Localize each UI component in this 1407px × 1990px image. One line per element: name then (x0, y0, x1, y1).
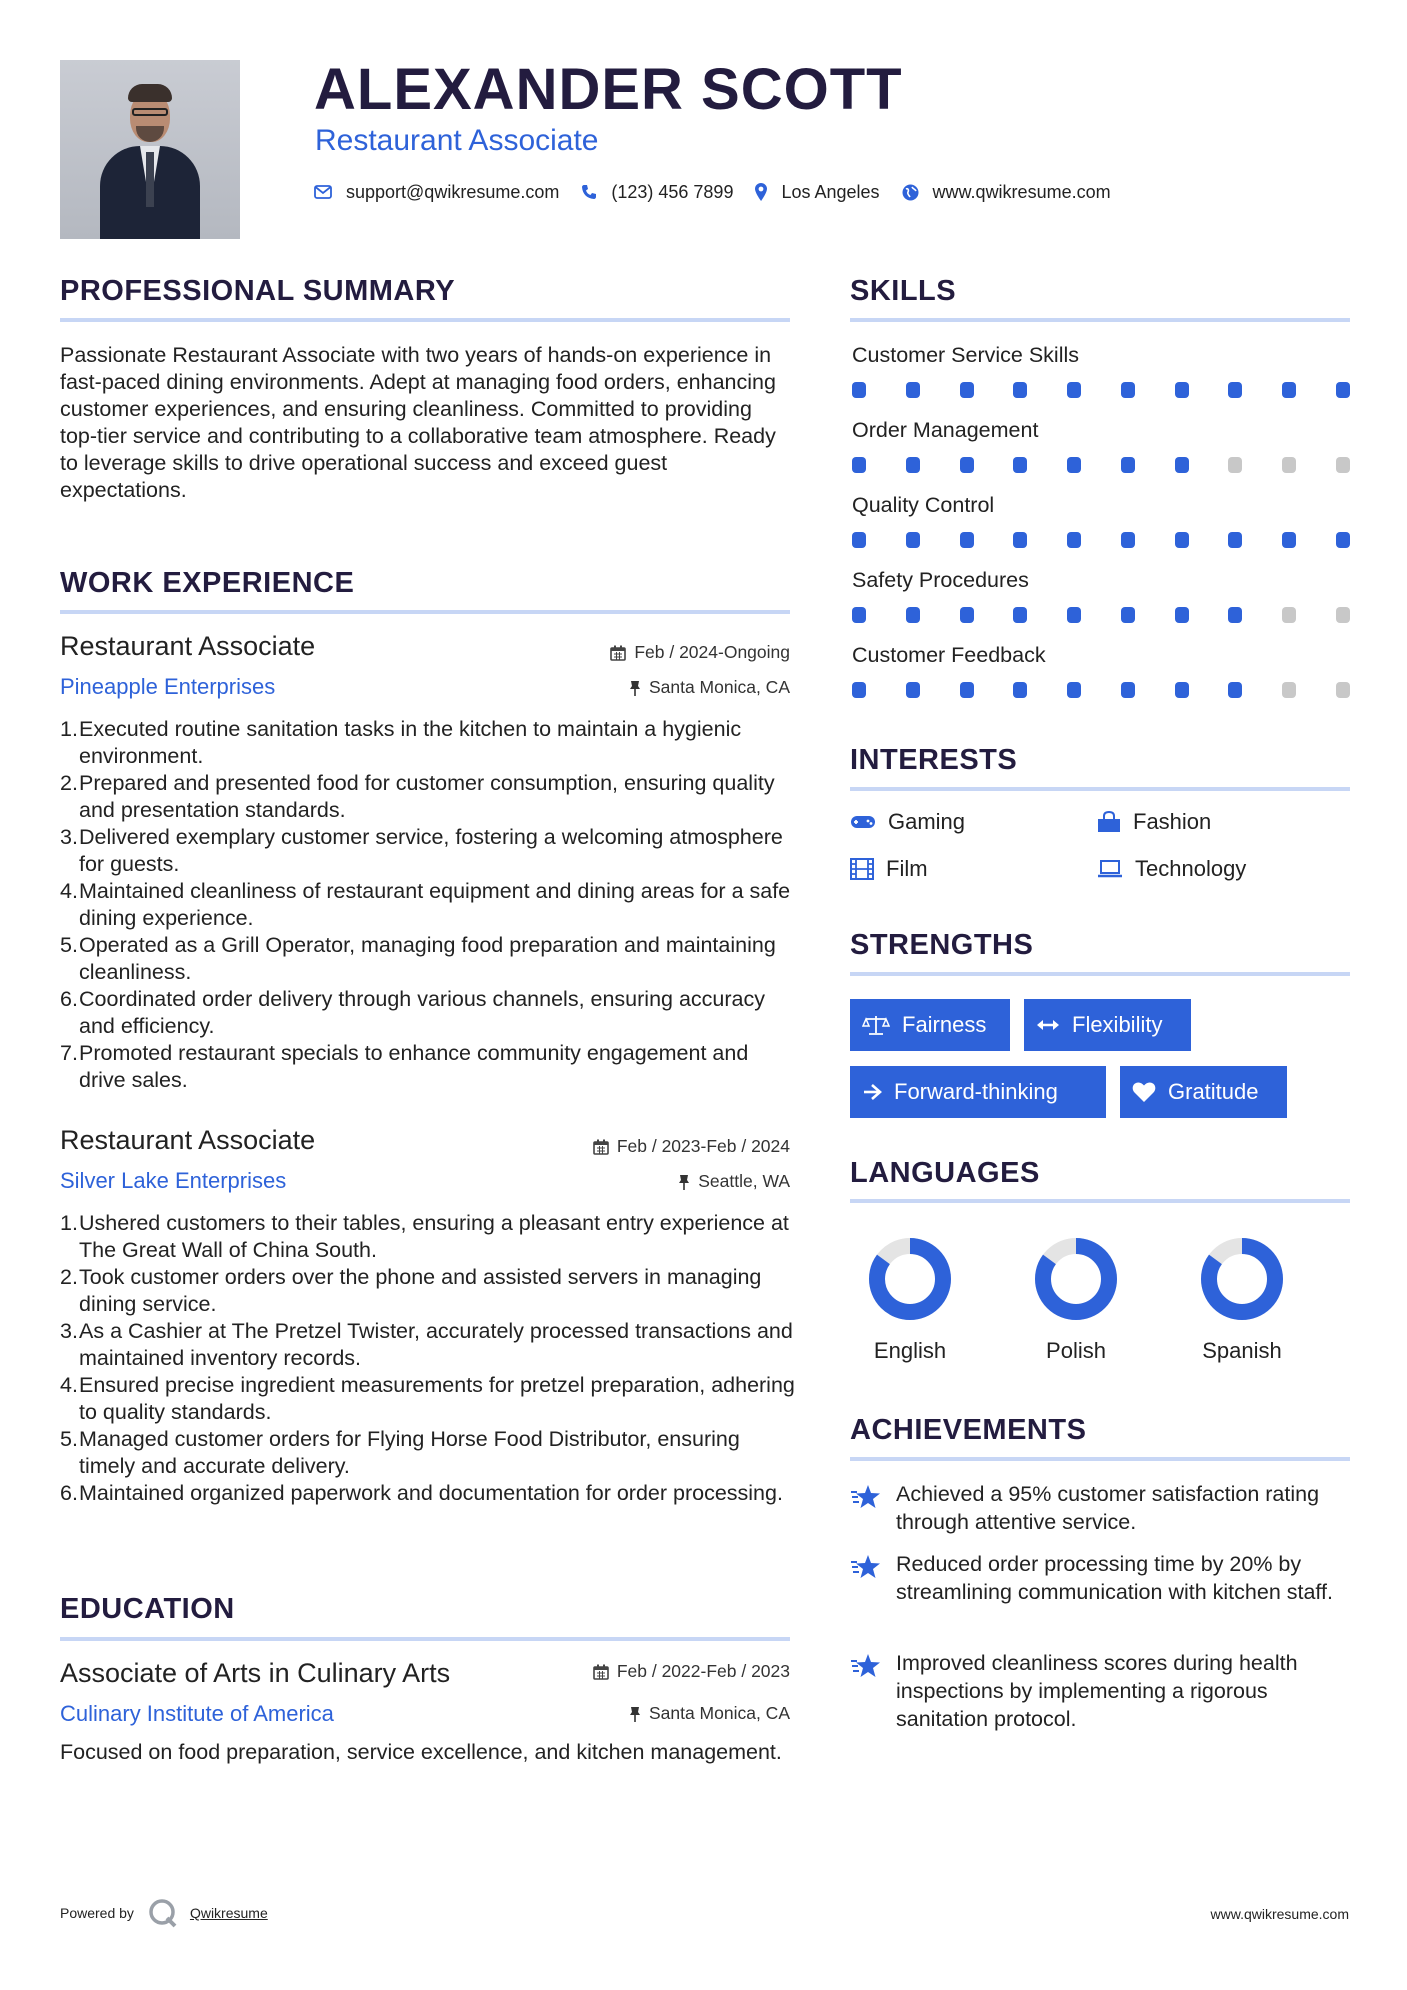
skill-dot (1282, 382, 1296, 398)
language-english-label: English (873, 1338, 947, 1363)
languages-divider (850, 1199, 1350, 1203)
envelope-icon (314, 185, 332, 199)
skill-dot (1121, 607, 1135, 623)
skills-divider (850, 318, 1350, 322)
summary-heading: PROFESSIONAL SUMMARY (60, 275, 456, 307)
job-2-company: Silver Lake Enterprises (60, 1168, 287, 1193)
language-polish-ring (1033, 1236, 1119, 1322)
education-degree: Associate of Arts in Culinary Arts (60, 1658, 451, 1688)
pin-icon (678, 1174, 690, 1190)
language-english-ring (867, 1236, 953, 1322)
responsibility-item: 5. Managed customer orders for Flying Horse Food Distributor, ensuring timely and accurate delivery. (60, 1427, 740, 1478)
job-1-location: Santa Monica, CA (629, 677, 790, 698)
arrow-right-icon (862, 1083, 882, 1101)
responsibility-item: 4. Ensured precise ingredient measurements for pretzel preparation, adhering to quality standards. (60, 1373, 795, 1424)
skill-1-name: Customer Service Skills (852, 343, 1079, 367)
footer-powered-by: Powered by Qwikresume (60, 1898, 268, 1928)
job-2-responsibilities (60, 1210, 795, 1507)
interest-film: Film (850, 856, 928, 882)
experience-heading: WORK EXPERIENCE (60, 567, 355, 599)
experience-divider (60, 610, 790, 614)
responsibility-item: 1. Ushered customers to their tables, ensuring a pleasant entry experience at The Great Wall of China South. (60, 1211, 789, 1262)
skill-dot (1175, 532, 1189, 548)
education-heading: EDUCATION (60, 1593, 235, 1625)
language-spanish-ring (1199, 1236, 1285, 1322)
candidate-role: Restaurant Associate (315, 124, 599, 157)
skill-dot (906, 457, 920, 473)
pin-icon (629, 1706, 641, 1722)
skill-dot (1067, 607, 1081, 623)
skill-dot (1121, 382, 1135, 398)
interest-fashion: Fashion (1097, 809, 1211, 835)
skill-dot (1013, 532, 1027, 548)
interests-heading: INTERESTS (850, 744, 1018, 776)
skill-dot (1067, 457, 1081, 473)
skill-dot (1336, 682, 1350, 698)
achievement-2: Reduced order processing time by 20% by streamlining communication with kitchen staff. (850, 1550, 1350, 1606)
skill-4-rating (852, 607, 1350, 625)
responsibility-item: 5. Operated as a Grill Operator, managing food preparation and maintaining cleanliness. (60, 933, 776, 984)
skill-4-name: Safety Procedures (852, 568, 1029, 592)
star-badge-icon (850, 1554, 882, 1580)
skill-dot (1175, 607, 1189, 623)
language-spanish-label: Spanish (1202, 1338, 1282, 1363)
skill-dot (852, 457, 866, 473)
skill-5-rating (852, 682, 1350, 700)
skill-1-rating (852, 382, 1350, 400)
education-school: Culinary Institute of America (60, 1701, 334, 1726)
skill-dot (960, 457, 974, 473)
contact-website-text: www.qwikresume.com (932, 181, 1111, 202)
contact-phone[interactable] (581, 182, 733, 203)
interests-divider (850, 787, 1350, 791)
education-divider (60, 1637, 790, 1641)
language-english (860, 1236, 960, 1364)
skill-dot (1228, 607, 1242, 623)
skill-dot (1013, 682, 1027, 698)
responsibility-item: 2. Prepared and presented food for customer consumption, ensuring quality and presentation standards. (60, 771, 775, 822)
responsibility-item: 4. Maintained cleanliness of restaurant equipment and dining areas for a safe dining experience. (60, 879, 791, 930)
footer-brand-link[interactable]: Qwikresume (189, 1905, 268, 1921)
interest-gaming: Gaming (850, 809, 965, 835)
film-icon (850, 858, 874, 880)
contact-bar (314, 180, 1133, 204)
skill-dot (906, 532, 920, 548)
skill-dot (960, 682, 974, 698)
skill-dot (1121, 532, 1135, 548)
summary-text: Passionate Restaurant Associate with two years of hands-on experience in fast-paced dining environments. Adept at managing food orders, enhancing customer experiences, and ensuring cleanliness. Committed to providing top-tier service and contributing to a collaborative team atmosphere. Ready to leverage skills to drive operational success and exceed guest expectations. (60, 343, 776, 502)
job-1-company: Pineapple Enterprises (60, 674, 276, 699)
star-badge-icon (850, 1484, 882, 1510)
skill-2-rating (852, 457, 1350, 475)
language-spanish (1192, 1236, 1292, 1364)
skill-dot (960, 382, 974, 398)
candidate-name: ALEXANDER SCOTT (314, 57, 903, 122)
skill-dot (852, 607, 866, 623)
achievement-3: Improved cleanliness scores during health inspections by implementing a rigorous sanitation protocol. (850, 1649, 1350, 1733)
contact-email[interactable] (314, 182, 559, 203)
map-marker-icon (755, 183, 767, 201)
language-polish (1026, 1236, 1126, 1364)
contact-location (755, 182, 879, 203)
skill-dot (1067, 682, 1081, 698)
skill-dot (1013, 607, 1027, 623)
globe-icon (902, 184, 919, 201)
qwikresume-logo-icon (148, 1898, 178, 1928)
contact-website[interactable] (902, 182, 1111, 203)
skill-dot (906, 682, 920, 698)
education-location: Santa Monica, CA (629, 1703, 790, 1724)
skill-5-name: Customer Feedback (852, 643, 1046, 667)
strength-gratitude: Gratitude (1120, 1066, 1287, 1118)
skill-dot (1336, 607, 1350, 623)
contact-location-text: Los Angeles (781, 181, 880, 202)
skill-dot (1228, 457, 1242, 473)
strengths-heading: STRENGTHS (850, 929, 1034, 961)
skill-dot (852, 382, 866, 398)
skill-dot (1121, 682, 1135, 698)
job-1-date: Feb / 2024-Ongoing (610, 642, 790, 663)
skill-dot (852, 682, 866, 698)
skill-dot (1228, 682, 1242, 698)
responsibility-item: 3. Delivered exemplary customer service, fostering a welcoming atmosphere for guests. (60, 825, 783, 876)
skill-dot (906, 382, 920, 398)
strength-flexibility: Flexibility (1024, 999, 1191, 1051)
pin-icon (629, 680, 641, 696)
skill-dot (852, 532, 866, 548)
strength-forward-thinking: Forward-thinking (850, 1066, 1106, 1118)
skill-dot (1175, 382, 1189, 398)
skill-dot (1013, 457, 1027, 473)
responsibility-item: 2. Took customer orders over the phone and assisted servers in managing dining service. (60, 1265, 762, 1316)
strengths-divider (850, 972, 1350, 976)
skill-dot (1228, 532, 1242, 548)
skill-dot (1175, 682, 1189, 698)
skill-3-name: Quality Control (852, 493, 995, 517)
skill-dot (1282, 457, 1296, 473)
skill-dot (1336, 382, 1350, 398)
laptop-icon (1097, 859, 1123, 879)
contact-email-text: support@qwikresume.com (346, 181, 560, 202)
skill-dot (906, 607, 920, 623)
skill-dot (1013, 382, 1027, 398)
job-1-responsibilities (60, 716, 795, 1094)
achievements-divider (850, 1457, 1350, 1461)
responsibility-item: 6. Maintained organized paperwork and documentation for order processing. (60, 1481, 783, 1505)
balance-scale-icon (862, 1014, 890, 1036)
calendar-icon (593, 1664, 609, 1680)
skill-2-name: Order Management (852, 418, 1039, 442)
skill-dot (1282, 532, 1296, 548)
skill-dot (1282, 607, 1296, 623)
skill-dot (1336, 457, 1350, 473)
footer-website[interactable]: www.qwikresume.com (1210, 1906, 1349, 1922)
skill-dot (1336, 532, 1350, 548)
skill-dot (1121, 457, 1135, 473)
job-1-title: Restaurant Associate (60, 631, 316, 661)
summary-divider (60, 318, 790, 322)
phone-icon (581, 184, 597, 200)
responsibility-item: 3. As a Cashier at The Pretzel Twister, accurately processed transactions and maintained inventory records. (60, 1319, 793, 1370)
skill-dot (1228, 382, 1242, 398)
strength-fairness: Fairness (850, 999, 1010, 1051)
skill-dot (1067, 382, 1081, 398)
responsibility-item: 1. Executed routine sanitation tasks in the kitchen to maintain a hygienic environment. (60, 717, 742, 768)
responsibility-item: 6. Coordinated order delivery through various channels, ensuring accuracy and efficiency. (60, 987, 765, 1038)
job-2-date: Feb / 2023-Feb / 2024 (593, 1136, 790, 1157)
skill-3-rating (852, 532, 1350, 550)
achievement-1: Achieved a 95% customer satisfaction rating through attentive service. (850, 1480, 1350, 1536)
skills-heading: SKILLS (850, 275, 957, 307)
skill-dot (1067, 532, 1081, 548)
profile-photo (60, 60, 240, 239)
education-description: Focused on food preparation, service excellence, and kitchen management. (60, 1740, 782, 1764)
calendar-icon (610, 645, 626, 661)
languages-heading: LANGUAGES (850, 1157, 1040, 1189)
contact-phone-text: (123) 456 7899 (611, 181, 734, 202)
skill-dot (960, 607, 974, 623)
arrows-horizontal-icon (1036, 1018, 1060, 1032)
shopping-bag-icon (1097, 811, 1121, 833)
language-polish-label: Polish (1046, 1338, 1106, 1363)
job-2-title: Restaurant Associate (60, 1125, 316, 1155)
skill-dot (960, 532, 974, 548)
skill-dot (1175, 457, 1189, 473)
responsibility-item: 7. Promoted restaurant specials to enhance community engagement and drive sales. (60, 1041, 749, 1092)
star-badge-icon (850, 1653, 882, 1679)
gamepad-icon (850, 814, 876, 830)
calendar-icon (593, 1139, 609, 1155)
job-2-location: Seattle, WA (678, 1171, 790, 1192)
interest-technology: Technology (1097, 856, 1246, 882)
skill-dot (1282, 682, 1296, 698)
education-date: Feb / 2022-Feb / 2023 (593, 1661, 790, 1682)
heart-icon (1132, 1081, 1156, 1103)
achievements-heading: ACHIEVEMENTS (850, 1414, 1087, 1446)
